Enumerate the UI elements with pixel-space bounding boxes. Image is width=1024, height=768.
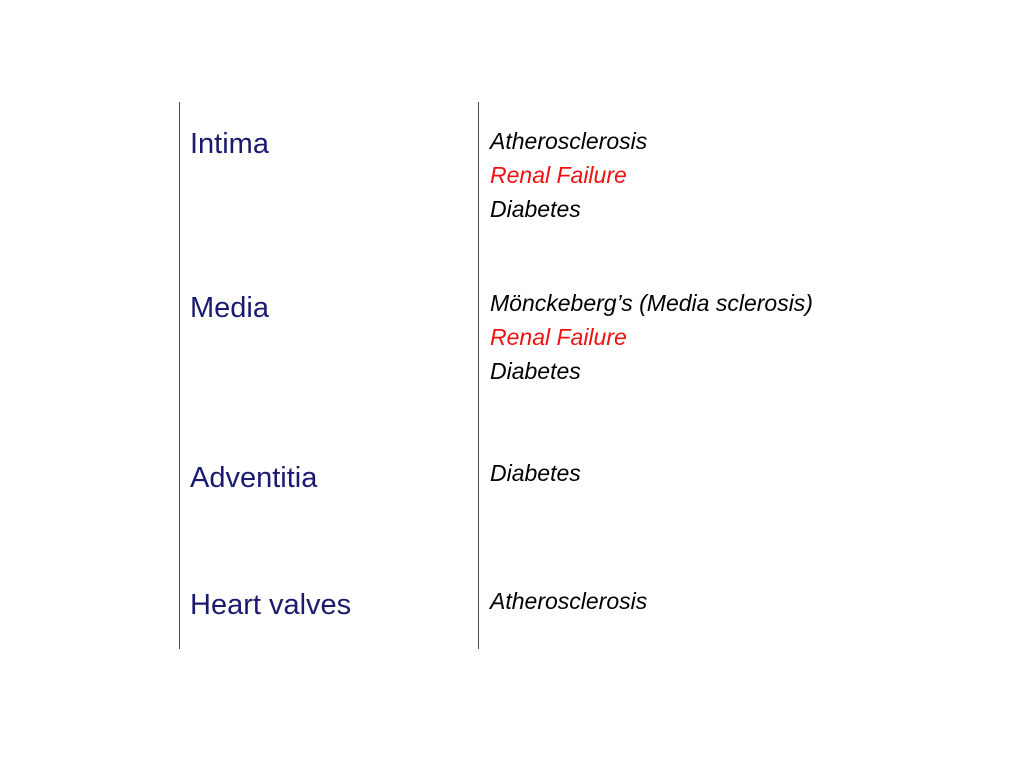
condition-item: Diabetes xyxy=(490,358,581,384)
condition-item: Diabetes xyxy=(490,460,581,486)
middle-divider-line xyxy=(478,102,479,649)
condition-item-highlighted: Renal Failure xyxy=(490,324,627,350)
conditions-media xyxy=(490,286,813,388)
layer-name-media: Media xyxy=(190,292,269,324)
layer-name-heart-valves: Heart valves xyxy=(190,589,352,621)
conditions-adventitia xyxy=(490,456,581,490)
condition-item: Atherosclerosis xyxy=(490,588,648,614)
left-divider-line xyxy=(179,102,180,649)
condition-item: Diabetes xyxy=(490,196,581,222)
condition-item-highlighted: Renal Failure xyxy=(490,162,627,188)
conditions-intima xyxy=(490,124,647,226)
condition-item: Mönckeberg’s (Media sclerosis) xyxy=(490,290,813,316)
layer-name-adventitia: Adventitia xyxy=(190,462,318,494)
condition-item: Atherosclerosis xyxy=(490,128,648,154)
conditions-heart-valves xyxy=(490,584,647,618)
layer-name-intima: Intima xyxy=(190,128,269,160)
